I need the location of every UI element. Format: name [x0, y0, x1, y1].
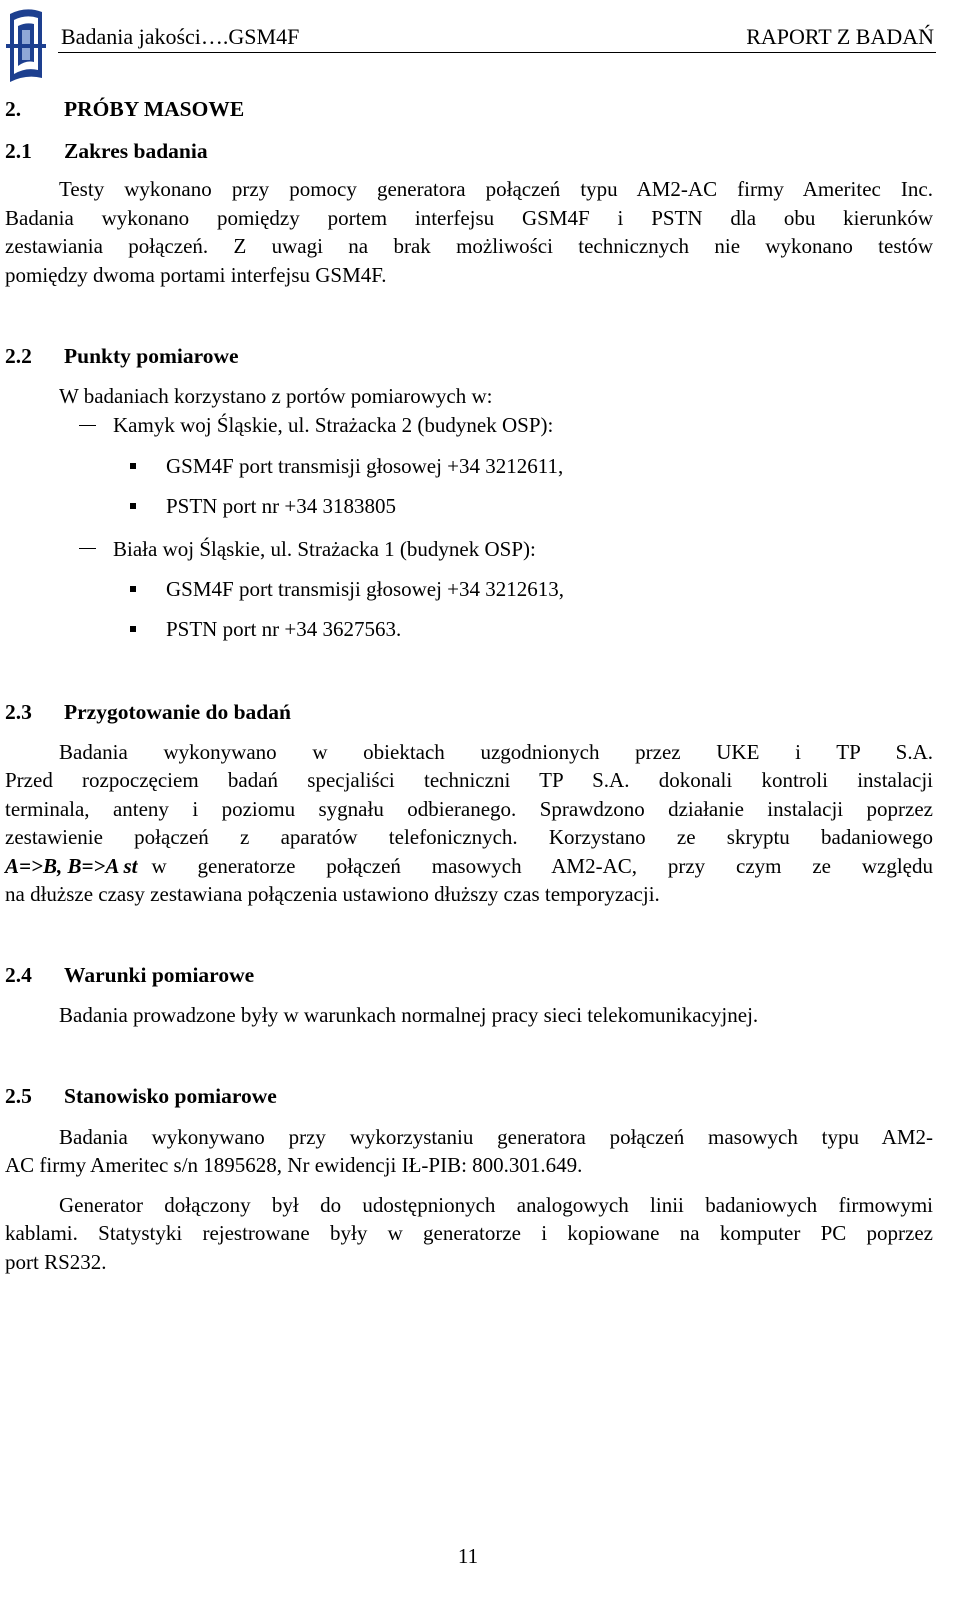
section-number: 2.5 — [5, 1084, 32, 1108]
section-number: 2.3 — [5, 700, 32, 724]
section-heading-2 — [5, 97, 244, 122]
square-bullet — [130, 463, 136, 469]
section-title: Przygotowanie do badań — [64, 700, 291, 724]
section-title: Zakres badania — [64, 139, 208, 163]
section-title: Warunki pomiarowe — [64, 963, 255, 987]
paragraph-line: Badania prowadzone były w warunkach normalnej pracy sieci telekomunikacyjnej. — [59, 1003, 759, 1027]
section-title: Stanowisko pomiarowe — [64, 1084, 277, 1108]
list-item-site: Biała woj Śląskie, ul. Strażacka 1 (budynek OSP): — [113, 537, 536, 561]
section-number: 2.2 — [5, 344, 32, 368]
paragraph-line: Generator dołączony był do udostępnionych analogowych linii badaniowych firmowymi — [59, 1193, 933, 1217]
list-item-port: GSM4F port transmisji głosowej +34 3212613, — [166, 577, 565, 601]
list-item-port: PSTN port nr +34 3183805 — [166, 494, 397, 518]
header-left-title: Badania jakości….GSM4F — [61, 24, 300, 49]
paragraph-line: AC firmy Ameritec s/n 1895628, Nr ewidencji IŁ-PIB: 800.301.649. — [5, 1153, 583, 1177]
paragraph-line: Badania wykonano pomiędzy portem interfejsu GSM4F i PSTN dla obu kierunków — [5, 206, 933, 230]
script-name: A=>B, B=>A st — [5, 854, 138, 878]
dash-bullet — [79, 425, 96, 426]
paragraph-line: port RS232. — [5, 1250, 107, 1274]
section-heading-2-4 — [5, 963, 254, 988]
paragraph-line: Badania wykonywano przy wykorzystaniu generatora połączeń masowych typu AM2- — [59, 1125, 933, 1149]
paragraph-line: Badania wykonywano w obiektach uzgodnionych przez UKE i TP S.A. — [59, 740, 933, 764]
section-title: PRÓBY MASOWE — [64, 97, 245, 121]
header-rule — [58, 52, 936, 53]
paragraph-line: na dłuższe czasy zestawiana połączenia ustawiono dłuższy czas temporyzacji. — [5, 882, 660, 906]
paragraph-line — [5, 852, 933, 881]
section-heading-2-2 — [5, 344, 239, 369]
section-number: 2.1 — [5, 139, 32, 163]
section-number: 2.4 — [5, 963, 32, 987]
section-heading-2-1 — [5, 139, 208, 164]
paragraph-intro: W badaniach korzystano z portów pomiarowych w: — [59, 384, 493, 408]
script-rest: w generatorze połączeń masowych AM2-AC, przy czym ze względu — [151, 854, 933, 878]
square-bullet — [130, 586, 136, 592]
list-item-port: GSM4F port transmisji głosowej +34 3212611, — [166, 454, 564, 478]
square-bullet — [130, 503, 136, 509]
paragraph-line: pomiędzy dwoma portami interfejsu GSM4F. — [5, 263, 387, 287]
paragraph-line: Testy wykonano przy pomocy generatora połączeń typu AM2-AC firmy Ameritec Inc. — [59, 177, 933, 201]
section-heading-2-5 — [5, 1084, 277, 1109]
paragraph-line: zestawiania połączeń. Z uwagi na brak możliwości technicznych nie wykonano testów — [5, 234, 933, 258]
section-number: 2. — [5, 97, 22, 121]
square-bullet — [130, 626, 136, 632]
paragraph-line: Przed rozpoczęciem badań specjaliści techniczni TP S.A. dokonali kontroli instalacji — [5, 768, 933, 792]
dash-bullet — [79, 548, 96, 549]
section-heading-2-3 — [5, 700, 291, 725]
institute-logo — [4, 4, 48, 86]
paragraph-line: zestawienie połączeń z aparatów telefonicznych. Korzystano ze skryptu badaniowego — [5, 825, 933, 849]
page-number: 11 — [457, 1544, 479, 1568]
header-right-title: RAPORT Z BADAŃ — [746, 24, 934, 49]
list-item-port: PSTN port nr +34 3627563. — [166, 617, 402, 641]
paragraph-line: kablami. Statystyki rejestrowane były w generatorze i kopiowane na komputer PC poprzez — [5, 1221, 933, 1245]
list-item-site: Kamyk woj Śląskie, ul. Strażacka 2 (budynek OSP): — [113, 413, 554, 437]
section-title: Punkty pomiarowe — [64, 344, 239, 368]
paragraph-line: terminala, anteny i poziomu sygnału odbieranego. Sprawdzono działanie instalacji poprzez — [5, 797, 933, 821]
